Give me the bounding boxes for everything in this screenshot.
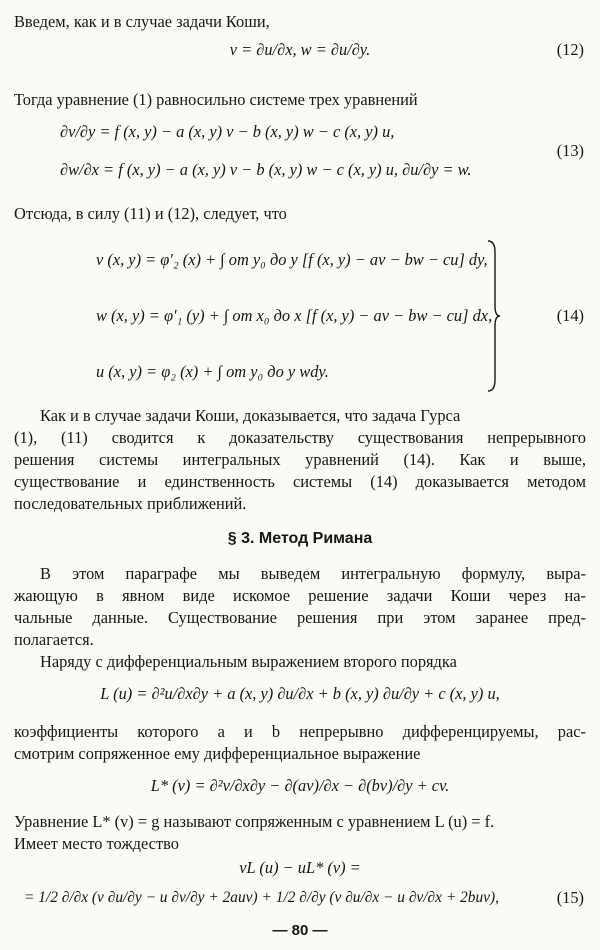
equation-14b: w (x, y) = φ′₁ (y) + ∫ от x₀ до x [f (x, y) − av − bw − cu] dx,: [96, 306, 493, 325]
text-line: Отсюда, в силу (11) и (12), следует, что: [14, 204, 287, 223]
text-line: Введем, как и в случае задачи Коши,: [14, 12, 270, 31]
equation-15a: vL (u) − uL* (v) =: [239, 858, 361, 877]
text-line: В этом параграфе мы выведем интегральную формулу, выра-: [40, 564, 586, 583]
equation-15b: = 1/2 ∂/∂x (v ∂u/∂y − u ∂v/∂y + 2auv) + 1/2 ∂/∂y (v ∂u/∂x − u ∂v/∂x + 2buv),: [24, 889, 499, 906]
equation-14c: u (x, y) = φ₂ (x) + ∫ от y₀ до y wdy.: [96, 362, 329, 381]
equation-14a: v (x, y) = φ′₂ (x) + ∫ от y₀ до y [f (x, y) − av − bw − cu] dy,: [96, 250, 488, 269]
text-line: решения системы интегральных уравнений (14). Как и выше,: [14, 450, 586, 469]
text-line: Имеет место тождество: [14, 834, 179, 853]
page-number: — 80 —: [272, 922, 328, 939]
text-line: жающую в явном виде искомое решение задачи Коши через на-: [14, 586, 586, 605]
text-line: Тогда уравнение (1) равносильно системе трех уравнений: [14, 90, 418, 109]
text-line: (1), (11) сводится к доказательству существования непрерывного: [14, 428, 586, 447]
right-brace-icon: [487, 240, 501, 392]
equation-13b: ∂w/∂x = f (x, y) − a (x, y) v − b (x, y) w − c (x, y) u, ∂u/∂y = w.: [60, 160, 472, 179]
text-line: Как и в случае задачи Коши, доказывается, что задача Гурса: [40, 406, 461, 425]
text-line: чальные данные. Существование решения при этом заранее пред-: [14, 608, 586, 627]
text-line: существование и единственность системы (14) доказывается методом: [14, 472, 586, 491]
text-line: полагается.: [14, 630, 94, 649]
text-line: Наряду с дифференциальным выражением второго порядка: [40, 652, 457, 671]
equation-Lstar: L* (v) = ∂²v/∂x∂y − ∂(av)/∂x − ∂(bv)/∂y + cv.: [150, 776, 450, 795]
text-line: Уравнение L* (v) = g называют сопряженным с уравнением L (u) = f.: [14, 812, 495, 831]
equation-13a: ∂v/∂y = f (x, y) − a (x, y) v − b (x, y) w − c (x, y) u,: [60, 122, 395, 141]
equation-number: (12): [556, 40, 584, 59]
text-line: последовательных приближений.: [14, 494, 247, 513]
text-line: смотрим сопряженное ему дифференциальное выражение: [14, 744, 421, 763]
equation-number: (13): [556, 141, 584, 160]
equation-12: v = ∂u/∂x, w = ∂u/∂y.: [229, 40, 371, 59]
text-line: коэффициенты которого a и b непрерывно дифференцируемы, рас-: [14, 722, 586, 741]
equation-number: (14): [556, 306, 584, 325]
section-heading: § 3. Метод Римана: [227, 530, 373, 547]
equation-number: (15): [556, 888, 584, 907]
equation-L: L (u) = ∂²u/∂x∂y + a (x, y) ∂u/∂x + b (x, y) ∂u/∂y + c (x, y) u,: [100, 684, 500, 703]
